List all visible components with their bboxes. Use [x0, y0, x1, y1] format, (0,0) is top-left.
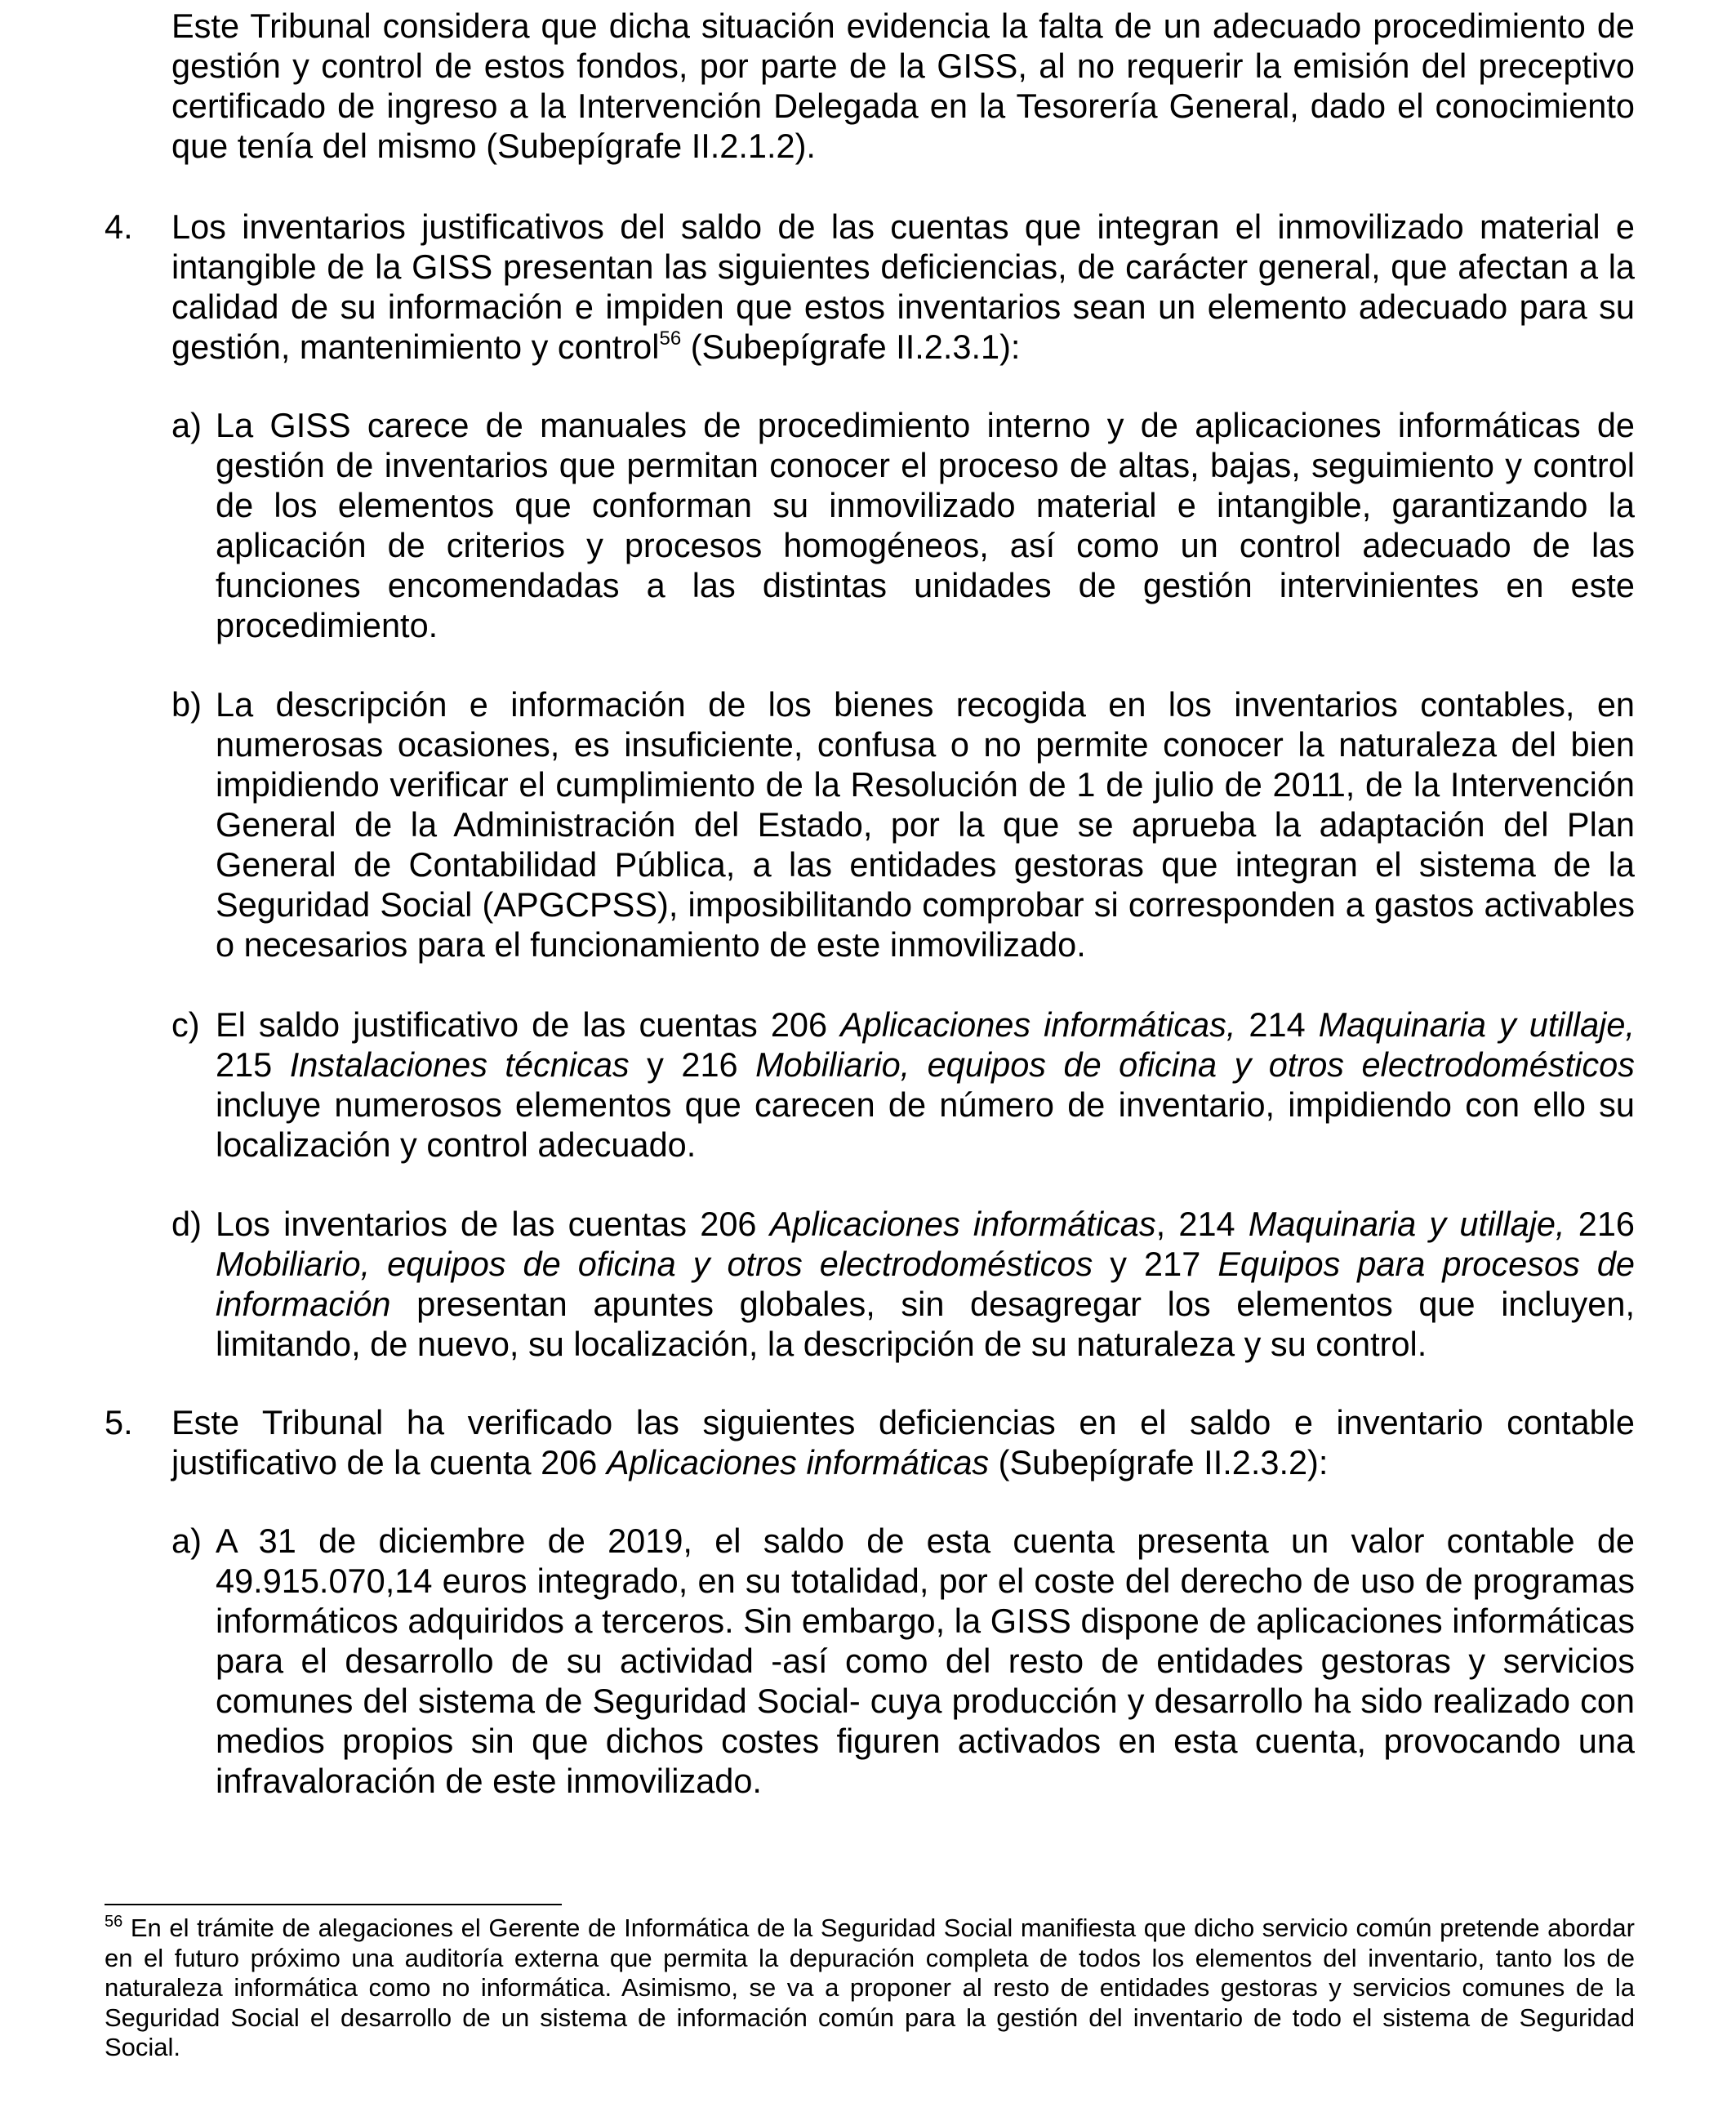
item-4d-account-217: Equipos para procesos de información — [216, 1245, 1635, 1323]
footnote-separator — [105, 1904, 562, 1905]
item-4b-label: b) — [171, 685, 202, 724]
footnote-text: En el trámite de alegaciones el Gerente de Informática de la Seguridad Social manifiesta que dicho servicio común pretende abordar en el futuro próximo una auditoría externa que permita la depuración completa de todos los elementos del inventario, tanto los de naturaleza informática como no informática. Asimismo, se va a proponer al resto de entidades gestoras y servicios comunes de la Seguridad Social el desarrollo de un sistema de información común para la gestión del inventario de todo el sistema de Seguridad Social. — [105, 1914, 1635, 2061]
item-4c-text-3: 215 — [216, 1045, 290, 1084]
item-4c-text-1: El saldo justificativo de las cuentas 206 — [216, 1005, 841, 1044]
item-4c-text-4: y 216 — [629, 1045, 756, 1084]
item-4b-text: La descripción e información de los bienes recogida en los inventarios contables, en numerosas ocasiones, es insuficiente, confusa o no permite conocer la naturaleza del bien impidiendo verificar el cumplimiento de la Resolución de 1 de julio de 2011, de la Intervención General de la Administración del Estado, por la que se aprueba la adaptación del Plan General de Contabilidad Pública, a las entidades gestoras que integran el sistema de la Seguridad Social (APGCPSS), imposibilitando comprobar si corresponden a gastos activables o necesarios para el funcionamiento de este inmovilizado. — [216, 685, 1635, 964]
item-4c-text-5: incluye numerosos elementos que carecen de número de inventario, impidiendo con ello su localización y control adecuado. — [216, 1085, 1635, 1164]
item-4d-text-1: Los inventarios de las cuentas 206 — [216, 1205, 770, 1243]
item-5a-text: A 31 de diciembre de 2019, el saldo de esta cuenta presenta un valor contable de 49.915.070,14 euros integrado, en su totalidad, por el coste del derecho de uso de programas informáticos adquiridos a terceros. Sin embargo, la GISS dispone de aplicaciones informáticas para el desarrollo de su actividad -así como del resto de entidades gestoras y servicios comunes del sistema de Seguridad Social- cuya producción y desarrollo ha sido realizado con medios propios sin que dichos costes figuren activados en esta cuenta, provocando una infravaloración de este inmovilizado. — [216, 1522, 1635, 1800]
item-5-text-1: Este Tribunal ha verificado las siguientes deficiencias en el saldo e inventario contable justificativo de la cuenta 206 — [171, 1403, 1635, 1481]
item-4c-account-214: Maquinaria y utillaje, — [1318, 1005, 1635, 1044]
item-4c-account-206: Aplicaciones informáticas, — [840, 1005, 1236, 1044]
item-4d-account-214: Maquinaria y utillaje, — [1248, 1205, 1565, 1243]
item-4d-text-5: presentan apuntes globales, sin desagregar los elementos que incluyen, limitando, de nuevo, su localización, la descripción de su naturaleza y su control. — [216, 1285, 1635, 1363]
item-4d-label: d) — [171, 1205, 202, 1243]
item-5a-label: a) — [171, 1522, 202, 1560]
item-5-paragraph — [171, 1402, 1635, 1482]
item-4c-label: c) — [171, 1005, 200, 1044]
item-4d-account-206: Aplicaciones informáticas — [769, 1205, 1156, 1243]
intro-paragraph — [171, 6, 1635, 166]
footnote-reference[interactable]: 56 — [659, 327, 682, 350]
item-4d-paragraph — [216, 1204, 1635, 1364]
item-5-number: 5. — [105, 1403, 133, 1441]
item-4-number: 4. — [105, 207, 133, 246]
item-4a-text: La GISS carece de manuales de procedimiento interno y de aplicaciones informáticas de gestión de inventarios que permitan conocer el proceso de altas, bajas, seguimiento y control de los elementos que conforman su inmovilizado material e intangible, garantizando la aplicación de criterios y procesos homogéneos, así como un control adecuado de las funciones encomendadas a las distintas unidades de gestión intervinientes en este procedimiento. — [216, 406, 1635, 644]
item-4b-paragraph — [216, 684, 1635, 965]
item-4c-account-216: Mobiliario, equipos de oficina y otros electrodomésticos — [755, 1045, 1635, 1084]
intro-text: Este Tribunal considera que dicha situación evidencia la falta de un adecuado procedimiento de gestión y control de estos fondos, por parte de la GISS, al no requerir la emisión del preceptivo certificado de ingreso a la Intervención Delegada en la Tesorería General, dado el conocimiento que tenía del mismo (Subepígrafe II.2.1.2). — [171, 7, 1635, 165]
footnote — [105, 1914, 1635, 2063]
item-4-paragraph — [171, 207, 1635, 367]
item-4d-text-4: y 217 — [1093, 1245, 1218, 1283]
footnote-number: 56 — [105, 1913, 123, 1931]
item-4c-paragraph — [216, 1005, 1635, 1165]
item-5a-paragraph — [216, 1521, 1635, 1801]
item-4-text-end: (Subepígrafe II.2.3.1): — [681, 327, 1021, 366]
item-4d-text-2: , 214 — [1155, 1205, 1249, 1243]
item-4c-account-215: Instalaciones técnicas — [289, 1045, 630, 1084]
item-4d-account-216: Mobiliario, equipos de oficina y otros electrodomésticos — [216, 1245, 1093, 1283]
item-4a-paragraph — [216, 405, 1635, 645]
item-5-text-2: (Subepígrafe II.2.3.2): — [989, 1443, 1329, 1481]
item-4c-text-2: 214 — [1235, 1005, 1319, 1044]
item-4d-text-3: 216 — [1565, 1205, 1635, 1243]
item-4a-label: a) — [171, 406, 202, 444]
item-5-account-206: Aplicaciones informáticas — [606, 1443, 990, 1481]
item-4-text: Los inventarios justificativos del saldo de las cuentas que integran el inmovilizado material e intangible de la GISS presentan las siguientes deficiencias, de carácter general, que afectan a la calidad de su información e impiden que estos inventarios sean un elemento adecuado para su gestión, mantenimiento y control — [171, 207, 1635, 366]
